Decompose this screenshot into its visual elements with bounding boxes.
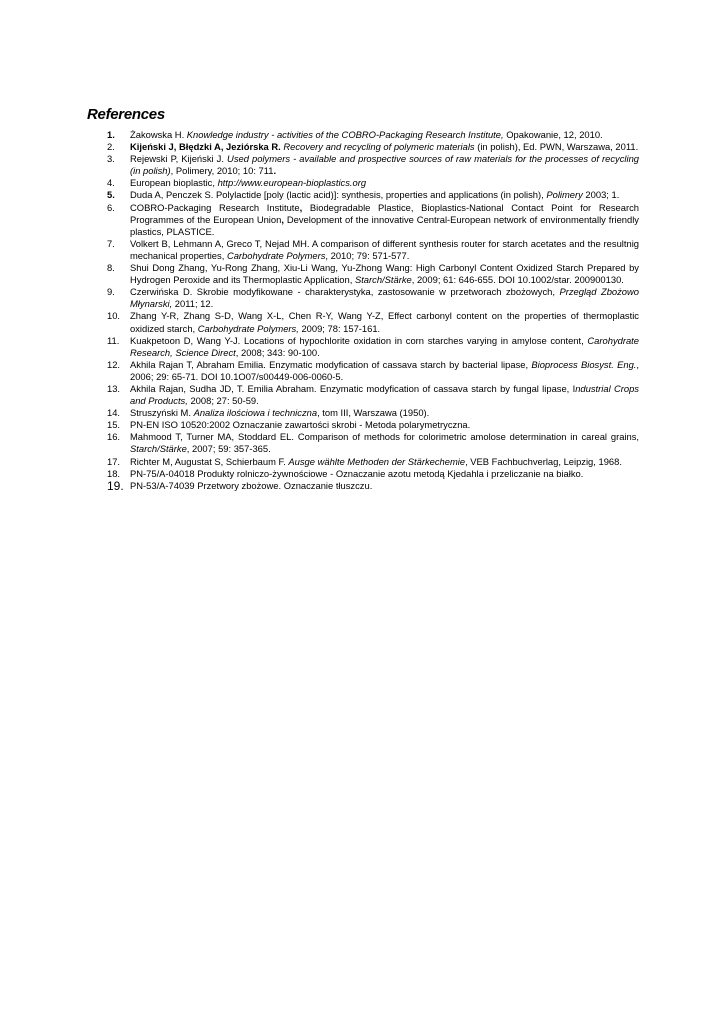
reference-segment: Kuakpetoon D, Wang Y-J. Locations of hypochlorite oxidation in corn starches varying in amylose content,: [130, 334, 588, 346]
reference-segment: Kijeński J, Błędzki A, Jeziórska R.: [130, 141, 281, 153]
reference-segment: 2009; 78: 157-161.: [298, 322, 381, 334]
reference-segment: COBRO-Packaging Research Institute: [130, 201, 300, 213]
reference-item: [107, 189, 639, 201]
reference-number: 10.: [107, 310, 121, 322]
reference-segment: .: [273, 165, 277, 177]
reference-segment: , 2010; 79: 571-577.: [325, 249, 410, 261]
reference-segment: (in polish), Ed. PWN, Warszawa, 2011.: [474, 141, 639, 153]
reference-segment: Development of the innovative Central-European network of environmentally friendly plastics, PLASTICE.: [130, 213, 639, 237]
reference-item: [107, 468, 639, 480]
reference-number: 14.: [107, 407, 121, 419]
reference-item: [107, 286, 639, 310]
reference-number: 18.: [107, 467, 121, 479]
reference-segment: Duda A, Penczek S. Polylactide [poly (lactic acid)]: synthesis, properties and applications (in polish),: [130, 189, 547, 201]
reference-text: [130, 419, 639, 431]
reference-segment: Biodegradable Plastice, Bioplastics-National Contact Point for Research Programmes of the European Union: [130, 201, 639, 225]
reference-number: 15.: [107, 419, 121, 431]
reference-item: [107, 238, 639, 262]
reference-number: 11.: [107, 334, 120, 346]
reference-number: 1.: [107, 129, 115, 140]
reference-text: [130, 202, 639, 238]
reference-number: 16.: [107, 431, 121, 443]
reference-segment: 2008; 27: 50-59.: [187, 395, 259, 407]
reference-item: [107, 383, 639, 407]
reference-segment: Żakowska H.: [130, 129, 187, 140]
reference-segment: , 2009; 61: 646-655. DOI 10.1002/star. 200900130.: [411, 274, 624, 286]
reference-number: 3.: [107, 153, 115, 165]
reference-segment: Akhila Rajan T, Abraham Emilia. Enzymatic modyfication of cassava starch by bacterial lipase,: [130, 358, 532, 370]
reference-title-segment: Used polymers - available and prospective sources of raw materials for the processes of recycling (in polish): [130, 153, 639, 177]
reference-segment: Mahmood T, Turner MA, Stoddard EL. Comparison of methods for colorimetric amolose determination in careal grains,: [130, 431, 639, 443]
reference-number: 8.: [107, 262, 115, 274]
reference-item: [107, 177, 639, 189]
reference-title-segment: Carbohydrate Polymers,: [197, 322, 299, 334]
reference-segment: PN-53/A-74039 Przetwory zbożowe. Oznaczanie tłuszczu.: [130, 479, 373, 491]
reference-text: [130, 456, 639, 468]
reference-item: [107, 141, 639, 153]
reference-text: [130, 153, 639, 177]
reference-item: [107, 431, 639, 455]
reference-segment: , VEB Fachbuchverlag, Leipzig, 1968.: [465, 455, 622, 467]
reference-segment: 2003; 1.: [582, 189, 620, 201]
reference-text: [130, 383, 639, 407]
reference-segment: Volkert B, Lehmann A, Greco T, Nejad MH. A comparison of different synthesis router for starch acetates and the resultnig mechanical properties,: [130, 237, 639, 261]
reference-title-segment: Starch/Stärke: [130, 443, 187, 455]
reference-segment: Rejewski P, Kijeński J.: [130, 153, 228, 165]
reference-number: 2.: [107, 141, 115, 153]
reference-item: [107, 407, 639, 419]
reference-segment: Czerwińska D. Skrobie modyfikowane - charakterystyka, zastosowanie w przetworach zbożowych,: [130, 286, 560, 298]
reference-list: [107, 129, 639, 492]
reference-item: [107, 310, 639, 334]
reference-text: [130, 141, 639, 153]
reference-text: [130, 359, 639, 383]
reference-text: [130, 177, 639, 189]
reference-title-segment: Przegląd Zbożowo Młynarski,: [130, 286, 640, 310]
reference-item: [107, 456, 639, 468]
reference-text: [130, 310, 639, 334]
reference-segment: , 2007; 59: 357-365.: [186, 443, 271, 455]
reference-number: 19.: [107, 478, 124, 493]
reference-segment: Shui Dong Zhang, Yu-Rong Zhang, Xiu-Li Wang, Yu-Zhong Wang: High Carbonyl Content Oxidized Starch Prepared by Hydrogen Peroxide and its Thermoplastic Application,: [130, 262, 639, 286]
reference-title-segment: Recovery and recycling of polymeric materials: [283, 141, 475, 153]
reference-segment: European bioplastic,: [130, 177, 218, 189]
reference-title-segment: Carbohydrate Polymers: [226, 249, 326, 261]
reference-item: [107, 359, 639, 383]
reference-title-segment: http://www.european-bioplastics.org: [217, 177, 367, 189]
reference-title-segment: Carohydrate Research, Science Direct: [130, 334, 639, 358]
reference-segment: ,: [299, 201, 303, 213]
reference-item: [107, 262, 639, 286]
reference-segment: PN-75/A-04018 Produkty rolniczo-żywnościowe - Oznaczanie azotu metodą Kjedahla i przeliczanie na białko.: [130, 467, 584, 479]
reference-segment: Richter M, Augustat S, Schierbaum F.: [130, 455, 289, 467]
reference-number: 9.: [107, 286, 115, 298]
reference-title-segment: Knowledge industry - activities of the COBRO-Packaging Research Institute,: [186, 129, 504, 140]
reference-text: [130, 189, 639, 201]
reference-title-segment: Polimery: [546, 189, 583, 201]
reference-number: 17.: [107, 455, 121, 467]
reference-segment: 2011; 12.: [172, 298, 214, 310]
reference-item: [107, 202, 639, 238]
reference-title-segment: Ausge wählte Methoden der Stärkechemie: [288, 455, 466, 467]
reference-title-segment: ndustrial Crops and Products,: [130, 382, 639, 407]
reference-segment: , 2008; 343: 90-100.: [235, 346, 320, 358]
reference-segment: Struszyński M.: [130, 407, 194, 419]
reference-text: [130, 129, 639, 141]
reference-text: [130, 286, 639, 310]
reference-segment: PN-EN ISO 10520:2002 Oznaczanie zawartości skrobi - Metoda polarymetryczna.: [130, 419, 471, 431]
reference-item: [107, 419, 639, 431]
reference-number: 7.: [107, 237, 115, 249]
reference-segment: Opakowanie, 12, 2010.: [503, 129, 603, 140]
reference-item: [107, 480, 639, 492]
reference-segment: , tom III, Warszawa (1950).: [317, 407, 430, 419]
reference-segment: ,: [281, 213, 284, 225]
reference-text: [130, 468, 639, 480]
reference-segment: Zhang Y-R, Zhang S-D, Wang X-L, Chen R-Y, Wang Y-Z, Effect carbonyl content on the properties of thermoplastic oxidized starch,: [130, 310, 639, 334]
reference-text: [130, 335, 639, 359]
reference-number: 6.: [107, 201, 115, 213]
reference-number: 4.: [107, 177, 115, 189]
reference-segment: Akhila Rajan, Sudha JD, T. Emilia Abraham. Enzymatic modyfication of cassava starch by fungal lipase, I: [130, 382, 576, 394]
reference-text: [130, 238, 639, 262]
reference-text: [130, 431, 639, 455]
reference-title-segment: Starch/Stärke: [354, 274, 412, 286]
reference-segment: , 2006; 29: 65-71. DOI 10.1O07/s00449-006-0060-5.: [130, 358, 639, 382]
reference-item: [107, 153, 639, 177]
reference-number: 13.: [107, 382, 121, 394]
reference-title-segment: Bioprocess Biosyst. Eng.: [531, 358, 637, 370]
reference-number: 5.: [107, 189, 115, 201]
reference-item: [107, 335, 639, 359]
reference-title-segment: Analiza ilościowa i techniczna: [193, 407, 318, 419]
reference-text: [130, 480, 639, 492]
reference-text: [130, 407, 639, 419]
reference-number: 12.: [107, 358, 121, 370]
reference-text: [130, 262, 639, 286]
references-heading: References: [87, 106, 165, 123]
reference-item: [107, 129, 639, 141]
reference-segment: , Polimery, 2010; 10: 711: [170, 165, 274, 177]
